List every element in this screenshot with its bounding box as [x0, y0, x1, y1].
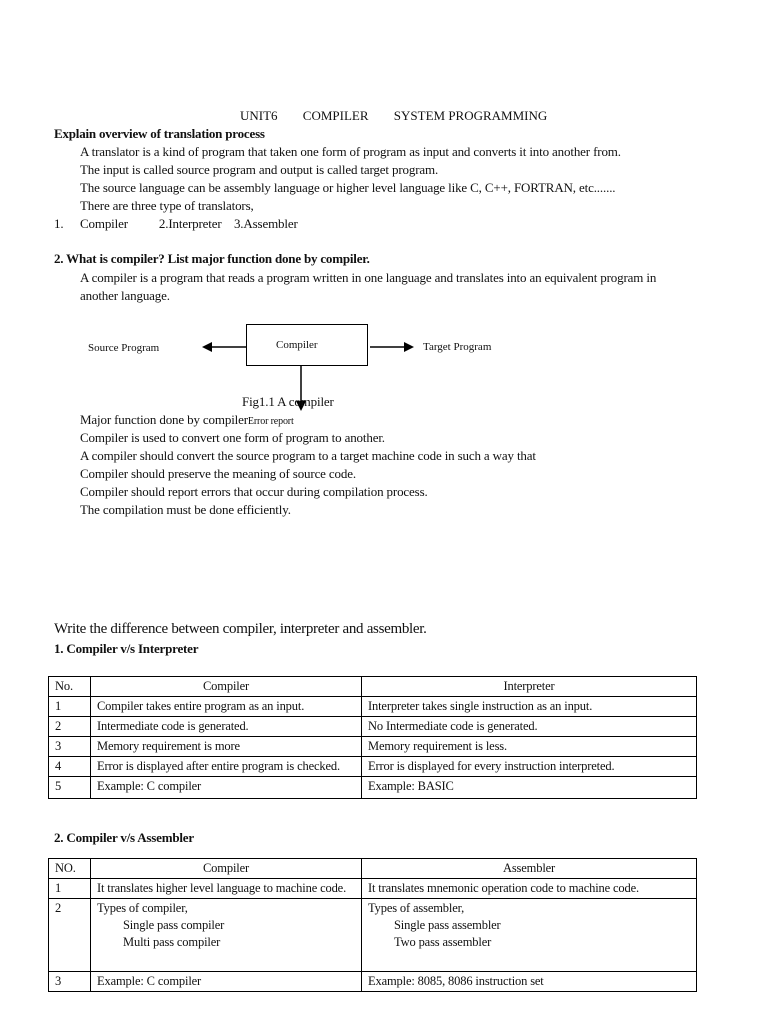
list-item: [368, 934, 690, 951]
table-cell: Interpreter takes single instruction as an input.: [362, 697, 697, 717]
list-item: [97, 934, 355, 951]
bullet-icon: [54, 146, 64, 160]
list-item-text: Two pass assembler: [394, 935, 492, 949]
section1-bullet: There are three type of translators,: [80, 198, 254, 213]
list-item-text: Single pass compiler: [123, 918, 225, 932]
table-header-row: [49, 677, 697, 697]
bullet-icon: [54, 450, 64, 464]
table-cell: Example: BASIC: [362, 777, 697, 799]
table-cell: 1: [49, 879, 91, 899]
diagram-target-label: Target Program: [423, 341, 492, 353]
bullet-icon: [54, 468, 64, 482]
table-row: [49, 757, 697, 777]
functions-heading-text: Major function done by compiler: [80, 412, 248, 427]
table1-title: 1. Compiler v/s Interpreter: [54, 641, 199, 656]
section2-heading: 2. What is compiler? List major function done by compiler.: [54, 251, 370, 266]
bullet-icon: [54, 272, 64, 286]
function-item: Compiler should report errors that occur during compilation process.: [80, 484, 428, 499]
table-header-compiler: Compiler: [91, 859, 362, 879]
table-cell: 2: [49, 717, 91, 737]
functions-heading: [80, 412, 294, 428]
numbered-prefix: 1.: [54, 216, 64, 231]
function-item: Compiler should preserve the meaning of source code.: [80, 466, 356, 481]
bullet-icon: [54, 200, 64, 214]
table-header-compiler: Compiler: [91, 677, 362, 697]
table-row: [49, 972, 697, 992]
section1-bullet: The source language can be assembly language or higher level language like C, C++, FORTRAN, etc.......: [80, 180, 616, 195]
list-item-text: Single pass assembler: [394, 918, 501, 932]
table-row: [49, 697, 697, 717]
table-row: [49, 879, 697, 899]
table-cell: No Intermediate code is generated.: [362, 717, 697, 737]
title-subject: COMPILER: [302, 108, 369, 123]
function-item: Compiler is used to convert one form of program to another.: [80, 430, 385, 445]
table-header-interpreter: Interpreter: [362, 677, 697, 697]
table-cell: Memory requirement is less.: [362, 737, 697, 757]
table-cell: Compiler takes entire program as an input.: [91, 697, 362, 717]
compiler-definition-line2: another language.: [80, 288, 170, 303]
table-cell-assembler-types: [362, 899, 697, 972]
table-header-no: NO.: [49, 859, 91, 879]
table-row: [49, 777, 697, 799]
table-cell: 3: [49, 737, 91, 757]
table-cell: 1: [49, 697, 91, 717]
table-row: [49, 717, 697, 737]
table-cell: It translates mnemonic operation code to machine code.: [362, 879, 697, 899]
translator-types: Compiler 2.Interpreter 3.Assembler: [80, 216, 298, 231]
table-cell: Error is displayed for every instruction interpreted.: [362, 757, 697, 777]
list-item: [368, 917, 690, 934]
table-cell: Example: C compiler: [91, 972, 362, 992]
title-course: SYSTEM PROGRAMMING: [393, 108, 548, 123]
assembler-types-intro: Types of assembler,: [368, 901, 465, 915]
table-cell: Error is displayed after entire program is checked.: [91, 757, 362, 777]
bullet-icon: [54, 182, 64, 196]
section1-bullet: The input is called source program and output is called target program.: [80, 162, 439, 177]
diagram-source-label: Source Program: [88, 342, 160, 354]
bullet-icon: [54, 504, 64, 518]
compiler-vs-interpreter-table: [48, 676, 697, 799]
table-cell: Intermediate code is generated.: [91, 717, 362, 737]
left-arrow-icon: [200, 339, 248, 355]
table-cell: 5: [49, 777, 91, 799]
diagram-caption: Fig1.1 A compiler: [242, 394, 334, 409]
right-arrow-icon: [368, 339, 416, 355]
compiler-definition-line1: A compiler is a program that reads a program written in one language and translates into an equivalent program in: [80, 270, 657, 285]
diagram-error-label: Error report: [247, 416, 294, 427]
list-item-text: Multi pass compiler: [123, 935, 221, 949]
table-cell: 3: [49, 972, 91, 992]
title-unit: UNIT6: [240, 108, 278, 123]
table-cell: Example: C compiler: [91, 777, 362, 799]
table-header-assembler: Assembler: [362, 859, 697, 879]
compiler-types-intro: Types of compiler,: [97, 901, 188, 915]
table-cell: 2: [49, 899, 91, 972]
section1-bullet: A translator is a kind of program that taken one form of program as input and converts it into another from.: [80, 144, 621, 159]
compiler-vs-assembler-table: [48, 858, 697, 992]
compiler-box-label: Compiler: [276, 339, 318, 351]
table-cell-compiler-types: [91, 899, 362, 972]
function-item: A compiler should convert the source program to a target machine code in such a way that: [80, 448, 536, 463]
section1-heading: Explain overview of translation process: [54, 126, 265, 141]
table-cell: Example: 8085, 8086 instruction set: [362, 972, 697, 992]
table-header-row: [49, 859, 697, 879]
list-item: [97, 917, 355, 934]
table-cell: It translates higher level language to machine code.: [91, 879, 362, 899]
bullet-icon: [54, 432, 64, 446]
bullet-icon: [54, 486, 64, 500]
function-item: The compilation must be done efficiently.: [80, 502, 291, 517]
table-cell: 4: [49, 757, 91, 777]
section3-heading: Write the difference between compiler, interpreter and assembler.: [54, 621, 427, 637]
table2-title: 2. Compiler v/s Assembler: [54, 830, 194, 845]
table-cell: Memory requirement is more: [91, 737, 362, 757]
table-row: [49, 899, 697, 972]
page-title: [240, 108, 569, 124]
bullet-icon: [54, 164, 64, 178]
table-header-no: No.: [49, 677, 91, 697]
table-row: [49, 737, 697, 757]
